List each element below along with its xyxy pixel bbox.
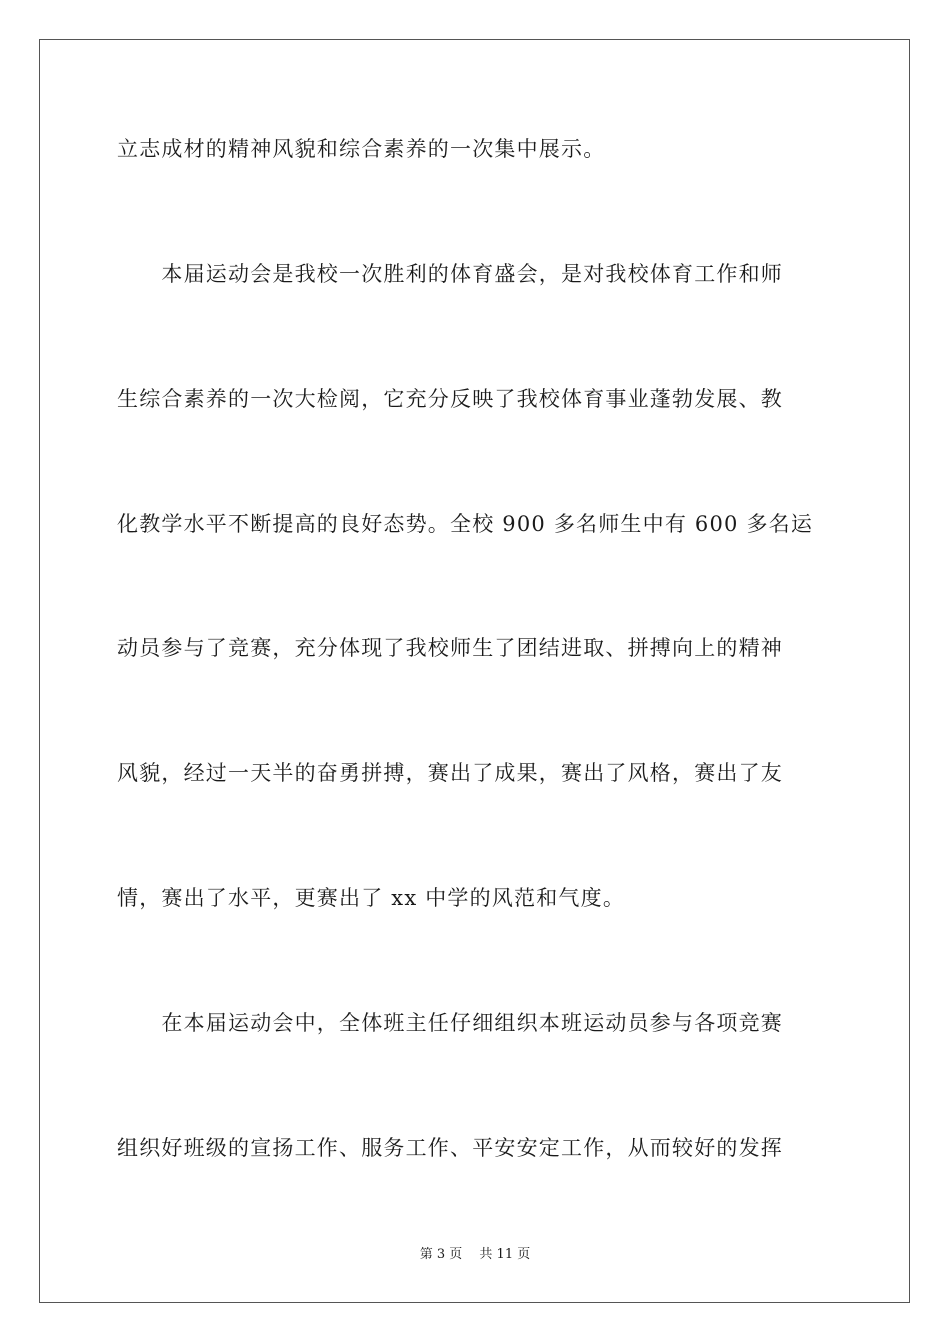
- paragraph-line-1: 立志成材的精神风貌和综合素养的一次集中展示。: [117, 137, 606, 161]
- paragraph-line-5: 动员参与了竞赛，充分体现了我校师生了团结进取、拼搏向上的精神: [117, 636, 783, 660]
- paragraph-line-8: 在本届运动会中，全体班主任仔细组织本班运动员参与各项竞赛: [117, 1011, 783, 1035]
- page-number-footer: 第 3 页 共 11 页: [419, 1247, 531, 1262]
- paragraph-line-3: 生综合素养的一次大检阅，它充分反映了我校体育事业蓬勃发展、教: [117, 387, 783, 411]
- paragraph-line-9: 组织好班级的宣扬工作、服务工作、平安安定工作，从而较好的发挥: [117, 1136, 783, 1160]
- paragraph-line-6: 风貌，经过一天半的奋勇拼搏，赛出了成果，赛出了风格，赛出了友: [117, 761, 783, 785]
- page-border: [39, 39, 910, 1303]
- paragraph-line-7: 情，赛出了水平，更赛出了 xx 中学的风范和气度。: [117, 886, 626, 910]
- paragraph-line-2: 本届运动会是我校一次胜利的体育盛会，是对我校体育工作和师: [117, 262, 783, 286]
- paragraph-line-4: 化教学水平不断提高的良好态势。全校 900 多名师生中有 600 多名运: [117, 512, 814, 536]
